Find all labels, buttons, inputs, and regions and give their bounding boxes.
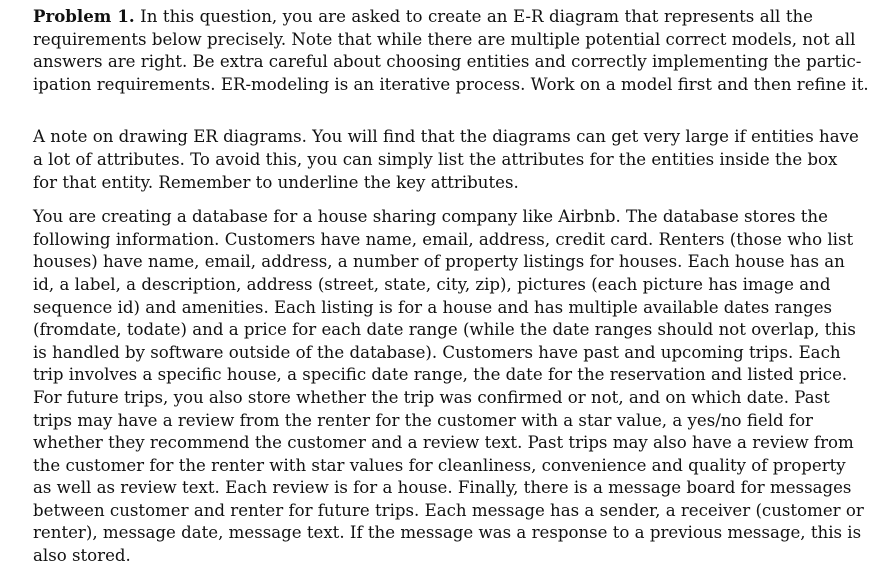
task-line-7: is handled by software outside of the database). Customers have past and upcoming trips. Each <box>33 342 841 362</box>
task-line-16: also stored. <box>33 546 131 566</box>
task-line-10: trips may have a review from the renter for the customer with a star value, a yes/no field for <box>33 410 813 430</box>
problem-line-3: answers are right. Be extra careful about choosing entities and correctly implementing the partic- <box>33 52 862 72</box>
task-line-5: sequence id) and amenities. Each listing is for a house and has multiple available dates ranges <box>33 297 833 317</box>
problem-statement-paragraph <box>33 5 869 96</box>
task-line-6: (fromdate, todate) and a price for each date range (while the date ranges should not overlap, this <box>33 320 856 340</box>
task-line-9: For future trips, you also store whether the trip was confirmed or not, and on which date. Past <box>33 387 830 407</box>
task-description-paragraph <box>33 206 864 568</box>
note-line-3: for that entity. Remember to underline the key attributes. <box>33 172 519 192</box>
problem-line-2: requirements below precisely. Note that while there are multiple potential correct models, not all <box>33 29 856 49</box>
task-line-11: whether they recommend the customer and a review text. Past trips may also have a review from <box>33 433 854 453</box>
note-line-2: a lot of attributes. To avoid this, you can simply list the attributes for the entities inside the box <box>33 149 838 169</box>
note-paragraph <box>33 126 859 194</box>
problem-line-1-text: In this question, you are asked to create an E-R diagram that represents all the <box>134 7 813 26</box>
task-line-2: following information. Customers have name, email, address, credit card. Renters (those who list <box>33 229 854 249</box>
note-line-1: A note on drawing ER diagrams. You will find that the diagrams can get very large if entities have <box>33 127 859 147</box>
document-page <box>33 5 869 568</box>
task-line-15: renter), message date, message text. If the message was a response to a previous message, this is <box>33 523 862 543</box>
problem-line-1 <box>33 5 813 29</box>
task-line-13: as well as review text. Each review is for a house. Finally, there is a message board for messages <box>33 478 852 498</box>
task-line-14: between customer and renter for future trips. Each message has a sender, a receiver (customer or <box>33 500 864 520</box>
task-line-8: trip involves a specific house, a specific date range, the date for the reservation and listed price. <box>33 365 848 385</box>
task-line-3: houses) have name, email, address, a number of property listings for houses. Each house has an <box>33 252 845 272</box>
task-line-1: You are creating a database for a house sharing company like Airbnb. The database stores the <box>33 207 828 227</box>
problem-line-4: ipation requirements. ER-modeling is an iterative process. Work on a model first and then refine it. <box>33 74 869 94</box>
problem-label: Problem 1. <box>33 6 135 26</box>
task-line-4: id, a label, a description, address (street, state, city, zip), pictures (each picture has image and <box>33 274 831 294</box>
task-line-12: the customer for the renter with star values for cleanliness, convenience and quality of property <box>33 455 846 475</box>
